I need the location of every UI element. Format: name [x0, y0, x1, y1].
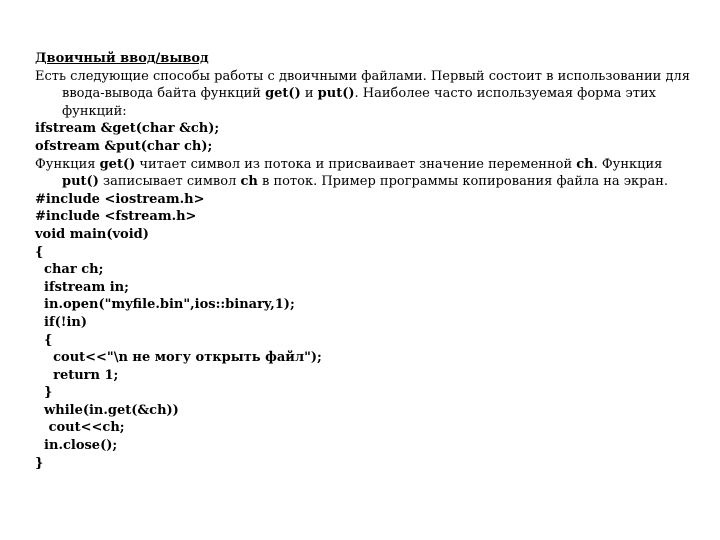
slide-content — [35, 50, 695, 472]
code-line: while(in.get(&ch)) — [35, 402, 179, 418]
explanation-paragraph — [35, 156, 695, 191]
code-line: } — [35, 455, 44, 471]
intro-put-keyword: put() — [317, 86, 355, 102]
code-line: void main(void) — [35, 226, 149, 242]
explanation-ch-keyword-1: ch — [576, 156, 594, 172]
intro-paragraph — [35, 68, 695, 121]
code-line: return 1; — [35, 367, 119, 383]
code-line: { — [35, 332, 53, 348]
signature-put: ofstream &put(char ch); — [35, 138, 213, 154]
code-line: char ch; — [35, 262, 104, 278]
code-line: in.close(); — [35, 438, 118, 454]
code-line: { — [35, 244, 44, 260]
explanation-ch-keyword-2: ch — [240, 174, 258, 190]
explanation-text-3: . Функция — [593, 156, 663, 172]
code-line: ifstream in; — [35, 279, 129, 295]
slide-title: Двоичный ввод/вывод — [35, 51, 209, 66]
intro-text-2: . Наиболее часто используемая форма этих функций: — [62, 86, 656, 119]
explanation-put-keyword: put() — [62, 174, 99, 190]
code-listing — [35, 191, 695, 473]
code-line: cout<<ch; — [35, 420, 125, 436]
explanation-text-5: в поток. Пример программы копирования файла на экран. — [257, 174, 669, 190]
explanation-text-1: Функция — [35, 156, 100, 172]
code-line: cout<<"\n не могу открыть файл"); — [35, 350, 322, 366]
explanation-text-2: читает символ из потока и присваивает значение переменной — [135, 156, 577, 172]
intro-and: и — [300, 86, 318, 102]
code-line: #include <fstream.h> — [35, 209, 197, 225]
explanation-text-4: записывает символ — [98, 174, 241, 190]
code-line: in.open("myfile.bin",ios::binary,1); — [35, 297, 295, 313]
intro-get-keyword: get() — [265, 86, 301, 102]
code-line: #include <iostream.h> — [35, 191, 205, 207]
code-line: if(!in) — [35, 314, 87, 330]
code-line: } — [35, 385, 53, 401]
intro-text-1: Есть следующие способы работы с двоичными файлами. Первый состоит в использовании для ввода-вывода байта функций — [35, 68, 690, 102]
signature-get: ifstream &get(char &ch); — [35, 121, 220, 137]
explanation-get-keyword: get() — [99, 156, 136, 172]
